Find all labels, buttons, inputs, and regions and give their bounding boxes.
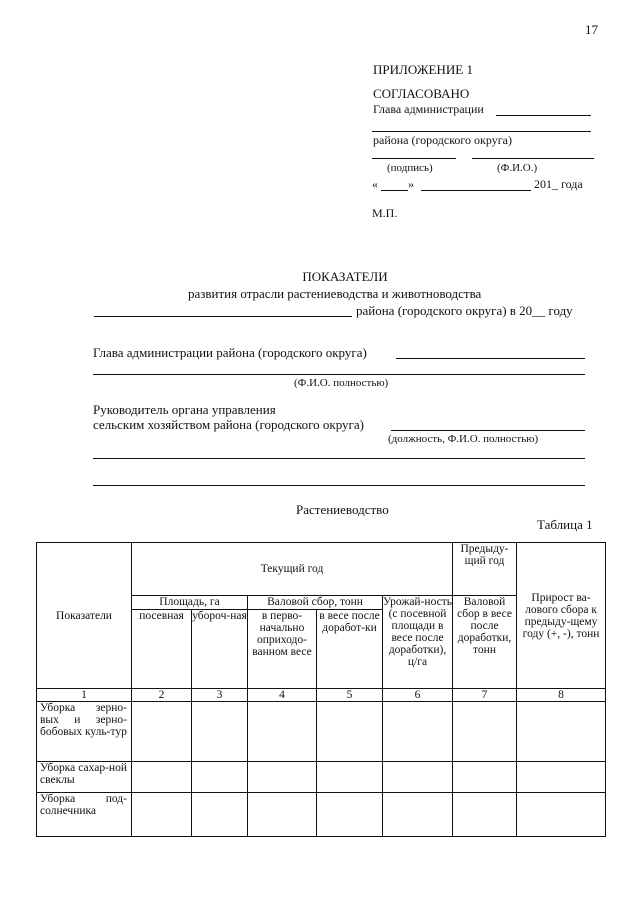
signature-caption: (подпись) [387,162,433,174]
col-number: 2 [132,689,192,702]
col-number: 7 [453,689,517,702]
row-label-text: Уборка сахар-ной свеклы [40,762,127,786]
col-number: 8 [517,689,606,702]
data-cell [192,762,248,793]
data-cell [453,762,517,793]
section-title: Растениеводство [296,502,389,517]
data-cell [517,762,606,793]
header-sown: посевная [132,610,192,689]
document-title: ПОКАЗАТЕЛИ [302,269,388,284]
data-cell [248,762,317,793]
table-row [37,702,606,762]
date-open-quote: « [372,177,378,191]
col-number: 1 [37,689,132,702]
header-harvested: убороч-ная [192,610,248,689]
fio-caption: (Ф.И.О.) [497,162,538,174]
data-cell [132,793,192,837]
header-current-year: Текущий год [132,543,453,596]
table-row [37,762,606,793]
data-cell [317,762,383,793]
manager-blank-line-3 [93,485,585,486]
district-name-blank [94,316,352,317]
date-close-quote: » [408,177,414,191]
col-number: 6 [383,689,453,702]
approval-blank-line [372,131,591,132]
col-number: 4 [248,689,317,702]
head-admin-field-label: Глава администрации района (городского округа) [93,345,367,360]
manager-field-blank [391,430,585,431]
data-cell [317,793,383,837]
header-indicators: Показатели [37,543,132,689]
head-admin-field-blank [396,358,585,359]
date-day-blank [381,190,408,191]
header-area: Площадь, га [132,596,248,610]
header-growth: Прирост ва-лового сбора к предыду-щему году (+, -), тонн [517,543,606,689]
head-admin-label: Глава администрации [373,102,484,116]
header-gross: Валовой сбор, тонн [248,596,383,610]
row-label-text: Уборка зерно-вых и зерно-бобовых куль-тур [40,702,127,738]
data-cell [517,702,606,762]
data-cell [517,793,606,837]
manager-label-line1: Руководитель органа управления [93,402,276,417]
data-cell [248,793,317,837]
data-cell [132,702,192,762]
data-cell [383,762,453,793]
agreed-label: СОГЛАСОВАНО [373,86,470,101]
fio-full-caption: (Ф.И.О. полностью) [294,377,389,389]
data-cell [317,702,383,762]
date-year: 201_ года [534,177,583,191]
data-cell [383,793,453,837]
header-yield: Урожай-ность (с посевной площади в весе после доработки), ц/га [383,596,453,689]
data-cell [132,762,192,793]
signature-blank [372,158,456,159]
table-label: Таблица 1 [537,517,593,532]
fio-blank [472,158,594,159]
header-previous-year: Предыду-щий год [453,543,517,596]
head-admin-field-blank-2 [93,374,585,375]
data-cell [192,702,248,762]
row-label-text: Уборка под-солнечника [40,793,127,817]
header-initial-weight: в перво-начально оприходо-ванном весе [248,610,317,689]
column-number-row [37,689,606,702]
district-year-label: района (городского округа) в 20__ году [356,303,573,318]
position-fio-caption: (должность, Ф.И.О. полностью) [388,433,539,445]
data-cell [383,702,453,762]
header-after-processing: в весе после доработ-ки [317,610,383,689]
page-number: 17 [585,22,598,37]
row-label [37,702,132,762]
manager-blank-line-2 [93,458,585,459]
document-subtitle: развития отрасли растениеводства и животноводства [188,286,482,301]
row-label [37,762,132,793]
crop-production-table [36,542,606,837]
header-prev-gross: Валовой сбор в весе после доработки, тонн [453,596,517,689]
seal-label: М.П. [372,206,398,220]
manager-label-line2: сельским хозяйством района (городского округа) [93,417,364,432]
head-admin-blank [496,115,591,116]
data-cell [453,702,517,762]
data-cell [192,793,248,837]
row-label [37,793,132,837]
data-cell [453,793,517,837]
table-row [37,793,606,837]
district-label: района (городского округа) [373,133,512,147]
data-cell [248,702,317,762]
appendix-label: ПРИЛОЖЕНИЕ 1 [373,62,473,77]
col-number: 3 [192,689,248,702]
date-month-blank [421,190,531,191]
col-number: 5 [317,689,383,702]
